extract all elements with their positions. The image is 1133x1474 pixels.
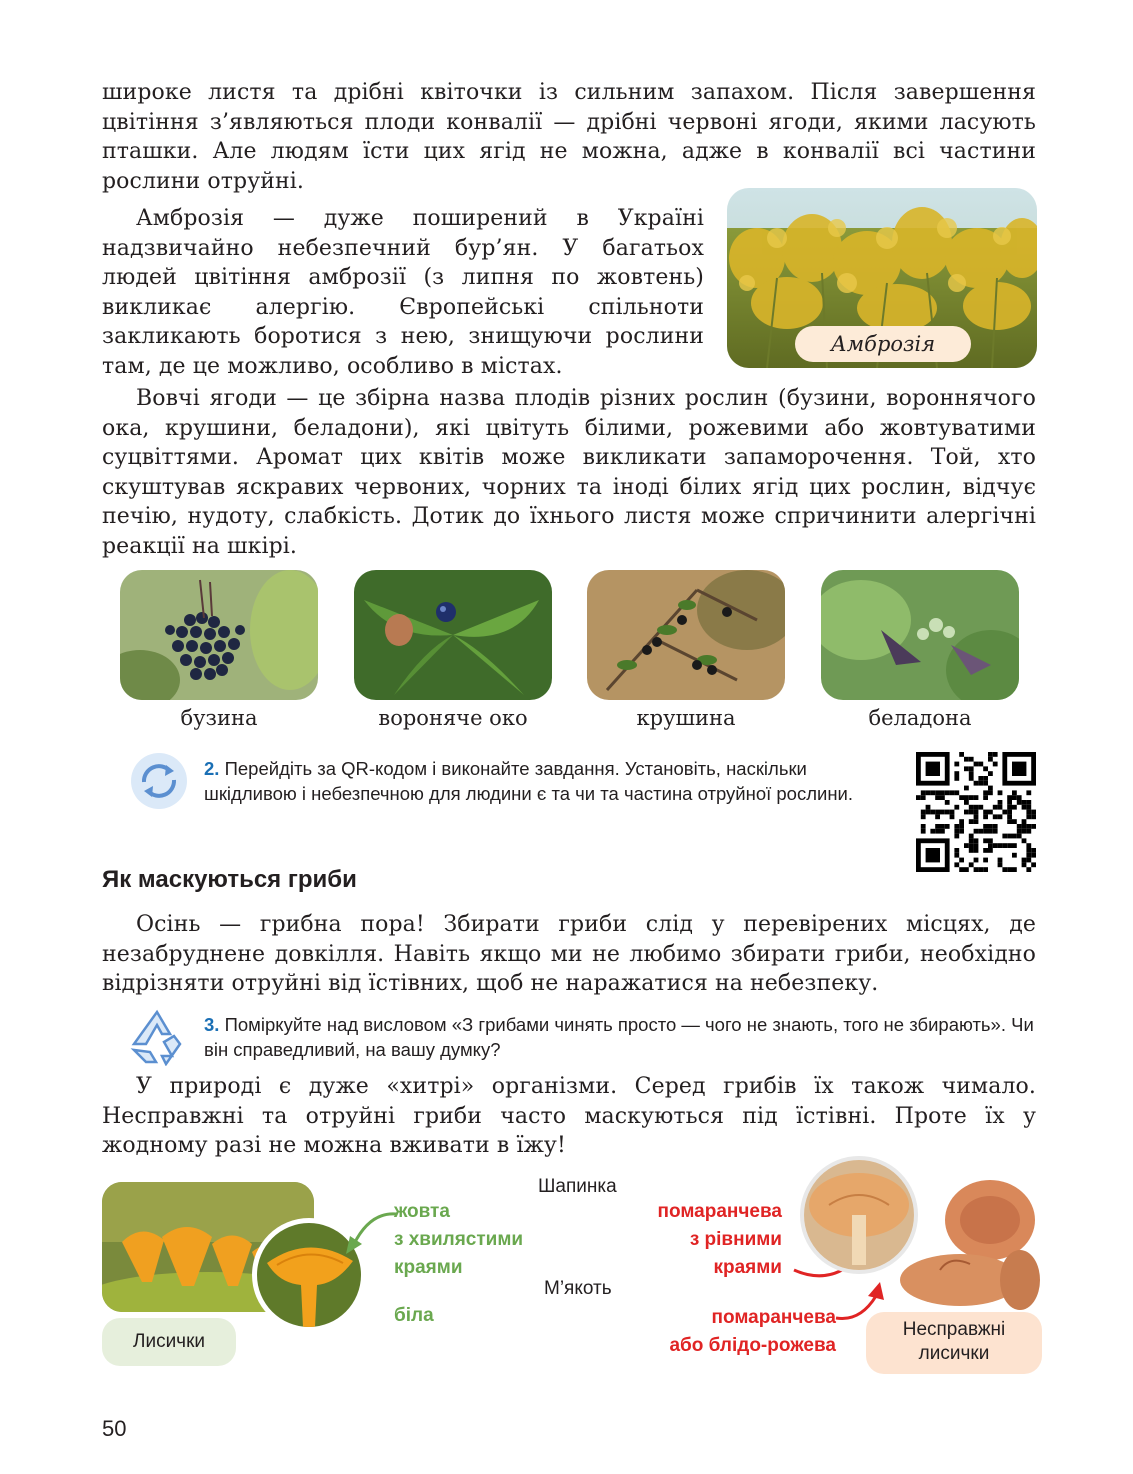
real-flesh: біла	[394, 1305, 434, 1326]
paragraph-wolf-berries: Вовчі ягоди — це збірна назва плодів різних рослин (бузини, вороннячого ока, крушини, беладони), які цвітуть білими, рожевими або жовтуватими суцвіттями. Аромат цих квітів може викликати запаморочення. Той, хто скуштував яскравих червоних, чорних та іноді білих ягід цих рослин, відчує печію, нудоту, слабкість. Дотик до їхнього листя може спричинити алергічні реакції на шкірі.	[102, 386, 1036, 559]
fake-cap-line-2: з рівними	[689, 1229, 782, 1250]
real-cap-line-2: з хвилястими	[394, 1229, 524, 1250]
page-number: 50	[102, 1416, 127, 1441]
fake-flesh-line-2: або блідо-рожева	[669, 1335, 836, 1356]
task-3-number: 3.	[204, 1014, 220, 1035]
false-chanterelle-label	[866, 1312, 1042, 1374]
elderberry-photo	[120, 570, 318, 700]
task-3	[204, 1012, 1038, 1062]
paragraph-lily-of-the-valley: широке листя та дрібні квіточки із сильним запахом. Після завершення цвітіння з’являються плоди конвалії — дрібні червоні ягоди, якими ласують пташки. Але людям їсти цих ягід не можна, адже в конвалії всі частини рослини отруйні.	[102, 80, 1036, 194]
paragraph-tricky-organisms: У природі є дуже «хитрі» організми. Серед грибів їх також чимало. Несправжні та отруйні гриби часто маскуються під їстівні. Проте їх у жодному разі не можна вживати в їжу!	[102, 1074, 1036, 1158]
green-pointer-arrow	[330, 1206, 400, 1266]
caption-belladonna: беладона	[868, 706, 972, 730]
false-chanterelle-label-line-2: лисички	[918, 1343, 990, 1364]
ambrosia-caption: Амброзія	[795, 326, 971, 362]
task-2-number: 2.	[204, 758, 220, 779]
paragraph-ambrosia: Амброзія — дуже поширений в Україні надзвичайно небезпечний бур’ян. У багатьох людей цвітіння амброзії (з липня по жовтень) викликає алергію. Європейські спільноти закликають боротися з нею, знищуючи рослини там, де це можливо, особливо в містах.	[102, 206, 704, 379]
false-chanterelle-label-line-1: Несправжні	[902, 1319, 1006, 1340]
belladonna-photo	[821, 570, 1019, 700]
recycle-arrows-icon	[126, 1006, 188, 1066]
real-cap-line-1: жовта	[394, 1201, 450, 1222]
task-2	[204, 756, 892, 806]
real-chanterelle-label: Лисички	[102, 1318, 236, 1366]
caption-herb-paris: вороняче око	[378, 706, 528, 730]
section-title: Як маскуються гриби	[102, 866, 357, 893]
fake-cap-line-1: помаранчева	[657, 1201, 782, 1222]
fake-cap-line-3: краями	[713, 1257, 782, 1278]
task-2-text: Перейдіть за QR-кодом і виконайте завдання. Установіть, наскільки шкідливою і небезпечною для людини є та чи та частина отруйної рослини.	[204, 758, 854, 804]
flesh-label: М’якоть	[544, 1278, 612, 1299]
false-chanterelle-closeup	[800, 1156, 918, 1274]
buckthorn-photo	[587, 570, 785, 700]
fake-flesh-line-1: помаранчева	[711, 1307, 836, 1328]
task-3-text: Поміркуйте над висловом «З грибами чинять просто — чого не знають, того не збирають». Чи він справедливий, на вашу думку?	[204, 1014, 1034, 1060]
real-cap-line-3: краями	[394, 1257, 463, 1278]
qr-code[interactable]	[916, 752, 1036, 872]
cap-label: Шапинка	[538, 1176, 617, 1197]
caption-elderberry: бузина	[180, 706, 258, 730]
caption-buckthorn: крушина	[636, 706, 736, 730]
cycle-arrows-icon	[130, 752, 188, 810]
herb-paris-photo	[354, 570, 552, 700]
paragraph-mushroom-season: Осінь — грибна пора! Збирати гриби слід у перевірених місцях, де незабруднене довкілля. Навіть якщо ми не любимо збирати гриби, необхідно відрізняти отруйні від їстівних, щоб не наражатися на небезпеку.	[102, 912, 1036, 996]
